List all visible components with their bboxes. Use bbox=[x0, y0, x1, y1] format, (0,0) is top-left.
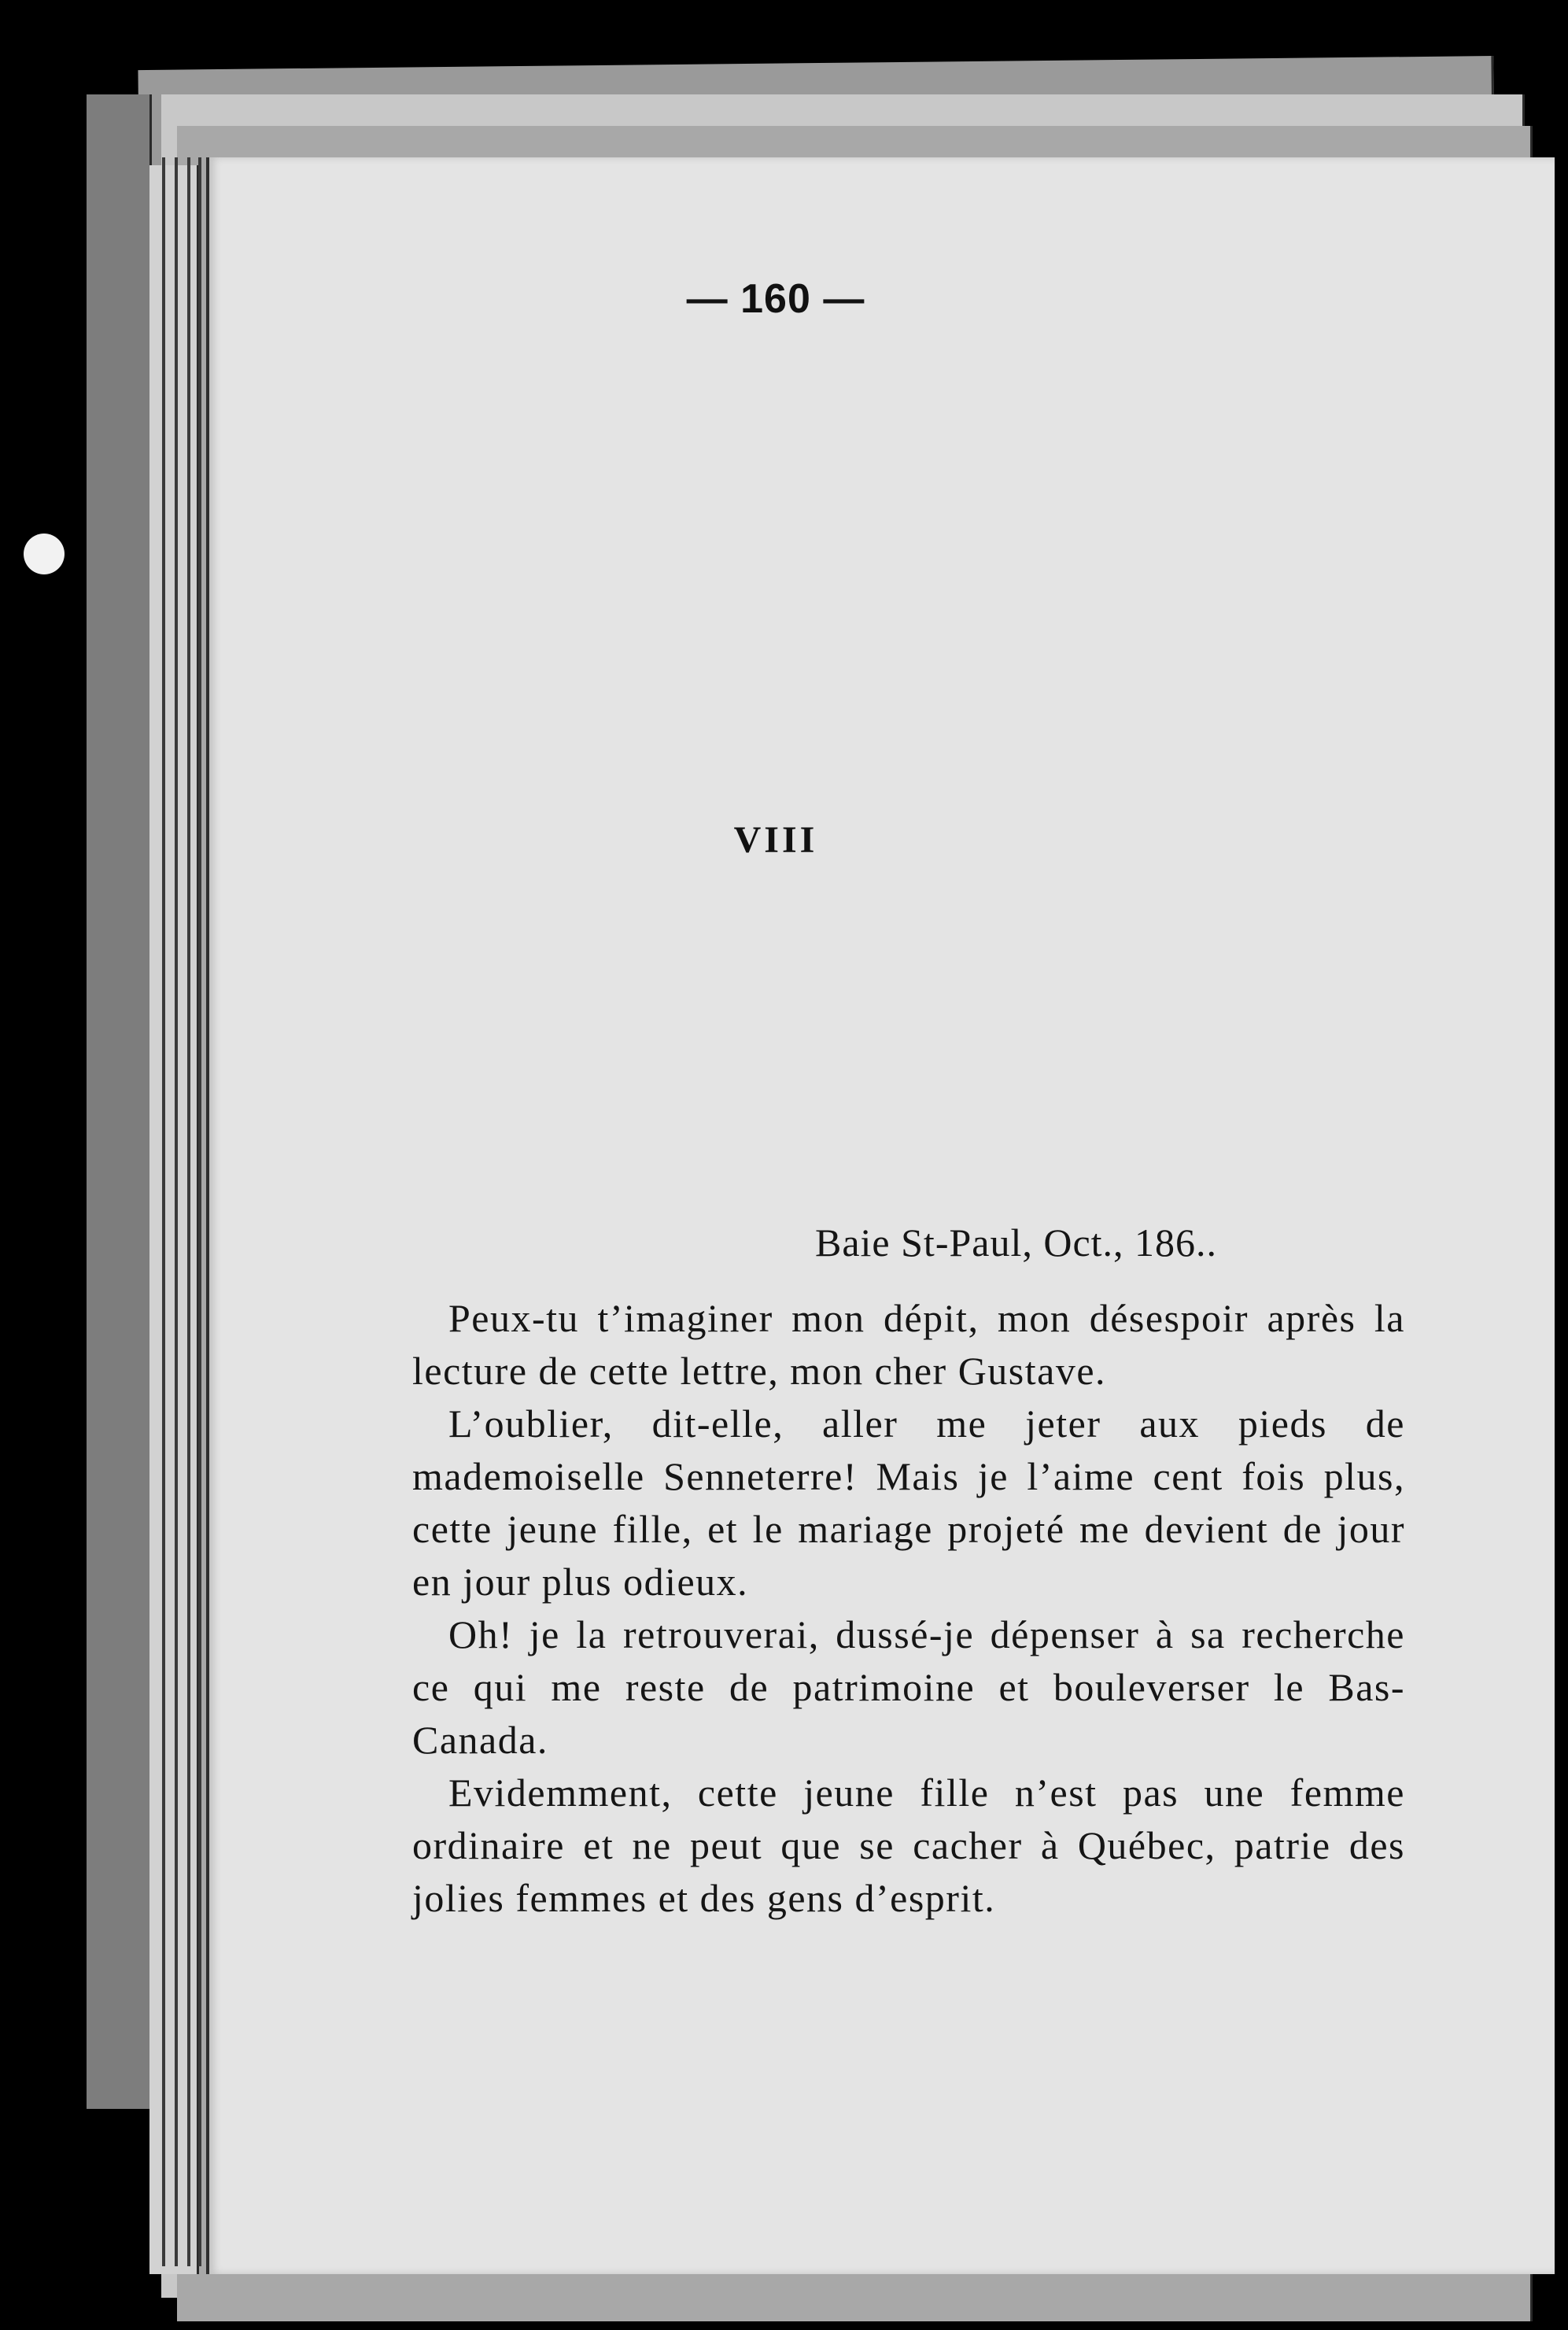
paragraph: Peux-tu t’imaginer mon dépit, mon désespoir après la lecture de cette lettre, mon cher Gustave. bbox=[412, 1296, 1405, 1393]
book-page bbox=[206, 157, 1555, 2274]
binding-hole bbox=[24, 534, 65, 574]
chapter-heading: VIII bbox=[733, 819, 818, 861]
page-edge-line bbox=[198, 157, 201, 2266]
page-number: — 160 — bbox=[686, 276, 865, 322]
paragraph: Evidemment, cette jeune fille n’est pas une femme ordinaire et ne peut que se cacher à Québec, patrie des jolies femmes et des gens d’esprit. bbox=[412, 1771, 1405, 1920]
page-edge-line bbox=[162, 157, 165, 2266]
page-edge-line bbox=[187, 157, 190, 2266]
letter-dateline: Baie St-Paul, Oct., 186.. bbox=[815, 1220, 1218, 1265]
paragraph: Oh! je la retrouverai, dussé-je dépenser à sa recherche ce qui me reste de patrimoine et bouleverser le Bas-Canada. bbox=[412, 1612, 1405, 1762]
body-text bbox=[412, 1292, 1405, 1925]
book-spine-edge bbox=[87, 94, 152, 2109]
paragraph: L’oublier, dit-elle, aller me jeter aux pieds de mademoiselle Senneterre! Mais je l’aime cent fois plus, cette jeune fille, et le mariage projeté me devient de jour en jour plus odieux. bbox=[412, 1401, 1405, 1604]
page-edge-line bbox=[175, 157, 178, 2266]
